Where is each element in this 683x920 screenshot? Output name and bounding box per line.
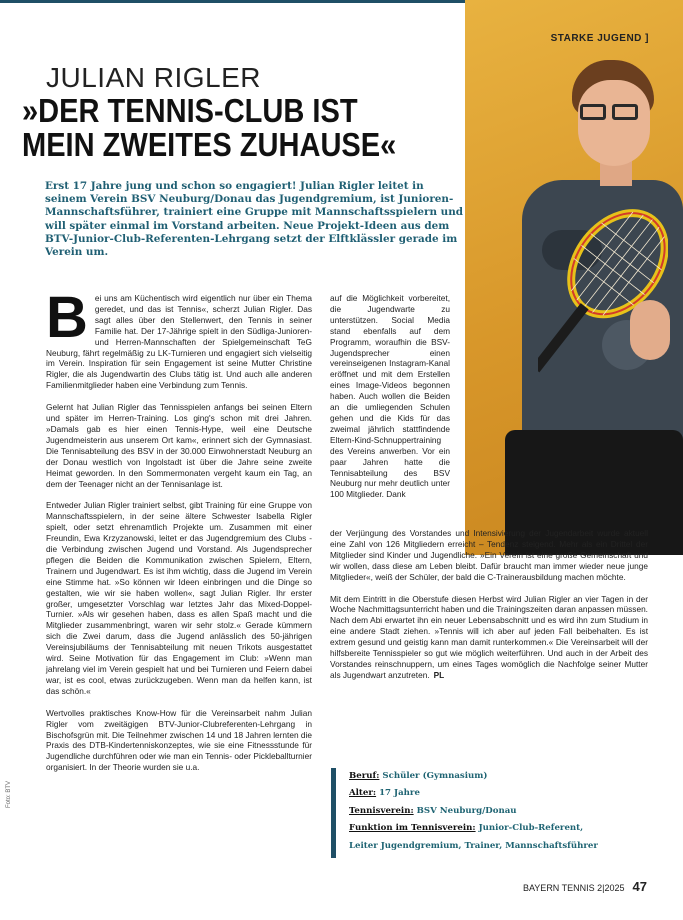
profile-box bbox=[331, 768, 649, 858]
photo-face bbox=[578, 80, 650, 166]
page-number: 47 bbox=[632, 879, 647, 894]
paragraph-text: Mit dem Eintritt in die Oberstufe diesen Herbst wird Julian Rigler an vier Tagen in der Woche Nachmittagsunterricht haben und die Trainingszeiten daran anpassen müssen. Nach dem Abi erwartet ihn ein neuer Lebensabschnitt und es wird ihn zum Studium in eine andere Stadt ziehen. »Tennis will ich aber auf jeden Fall beibehalten. Es ist extrem gesund und geistig kann man damit runterkommen.« Die Vereinsarbeit will der hilfsbereite Tennisspieler so gut wie möglich weiterführen. Und auch in der Arbeit des Vorstandes reinschnuppern, um eines Tages womöglich die Nachfolge seiner Mutter als Jugendwart anzutreten. bbox=[330, 593, 648, 680]
profile-row-funktion: Funktion im Tennisverein: Junior-Club-Referent, bbox=[349, 823, 584, 834]
profile-row-alter: Alter: 17 Jahre bbox=[349, 788, 420, 799]
body-paragraph: Gelernt hat Julian Rigler das Tennisspielen anfangs bei seinen Eltern und später im Herren-Training. Los ging's schon mit drei Jahren. »Damals gab es hier einen Tennis-Hype, weil eine Deutsche Jugendmeisterin aus unserem Ort kam«, erinnert sich der Gymnasiast. Die Tennisabteilung des BSV in der 30.000 Einwohnerstadt Neuburg an der Donau westlich von Ingolstadt ist über die Jahre seine zweite Heimat geworden. In den Sommermonaten vergeht kaum ein Tag, an dem der Teenager nicht an der Tennisanlage ist. bbox=[46, 402, 312, 489]
profile-row-funktion-cont: Leiter Jugendgremium, Trainer, Mannschaftsführer bbox=[349, 840, 598, 851]
body-paragraph: Wertvolles praktisches Know-How für die Vereinsarbeit nahm Julian Rigler vom zweitägigen BTV-Junior-Clubreferenten-Lehrgang in Bischofsgrün mit. Die Teilnehmer zwischen 14 und 18 Jahren lernten die Praxis des DTB-Kindertenniskonzeptes, wie sie eine Fitnessstunde für Jugendliche durchführen oder wie man ein Tennis- oder Pickleballturnier organisiert. In der Theorie wurden sie u.a. bbox=[46, 707, 312, 773]
section-tag: STARKE JUGEND ] bbox=[550, 33, 649, 44]
body-column-1 bbox=[46, 285, 312, 784]
photo-hand bbox=[630, 300, 670, 360]
author-initials: PL bbox=[433, 669, 445, 680]
article-lead: Erst 17 Jahre jung und schon so engagiert! Julian Rigler leitet in seinem Verein BSV Neuburg/Donau das Jugendgremium, ist Junioren-Mannschaftsführer, trainiert eine Gruppe mit Mannschaftsspielern und will später einmal im Vorstand arbeiten. Neue Projekt-Ideen aus dem BTV-Junior-Club-Referenten-Lehrgang setzt der Elftklässler gerade im Verein um. bbox=[45, 180, 464, 259]
photo-glasses bbox=[580, 104, 642, 122]
body-paragraph: der Verjüngung des Vorstandes und Intensivierung der Jugendarbeit wurde aktuell eine Zahl von 126 Mitgliedern erreicht – Tendenz steigend. Mehr als ein Drittel der Mitglieder sind Kinder und Jugendliche. »Ein Verein ist eine große Gemeinschaft und wir wollen, dass diese am Leben bleibt. Dafür braucht man immer wieder neue junge Mitglieder«, weiß der Schüler, der bald die C-Trainerausbildung machen möchte. bbox=[330, 528, 648, 582]
article-kicker: JULIAN RIGLER bbox=[46, 62, 261, 93]
article-headline: »DER TENNIS-CLUB IST MEIN ZWEITES ZUHAUSE« bbox=[22, 92, 397, 163]
body-paragraph bbox=[46, 285, 312, 391]
profile-row-verein: Tennisverein: BSV Neuburg/Donau bbox=[349, 805, 517, 816]
page-footer bbox=[523, 879, 647, 894]
drop-cap: B bbox=[46, 285, 88, 350]
paragraph-text: ei uns am Küchentisch wird eigentlich nur über ein Thema geredet, und das ist Tennis«, scherzt Julian Rigler. Das sagt alles über den Stellenwert, den Tennis in seiner Familie hat. Der 17-Jährige spielt in den Südliga-Junioren- und Herren-Mannschaften der Spielgemeinschaft TeG Neuburg, fährt regelmäßig zu LK-Turnieren und engagiert sich vielseitig im Verein. Inspiration für sein Engagement ist seine Mutter Christine Rigler, die als Jugendwartin des Clubs tätig ist. Und auch alle anderen Familienmitglieder haben eine Verbindung zum Tennis. bbox=[46, 293, 312, 391]
body-paragraph: Entweder Julian Rigler trainiert selbst, gibt Training für eine Gruppe von Mannschaftsspielern, in der seine ältere Schwester Isabella Rigler spielt, oder setzt ehrenamtlich Projekte um. Zusammen mit einer Freundin, Ewa Krzyzanowski, leitet er das Jugendgremium des Clubs - die Verbindung zwischen Jugend und Vorstand. Als Jugendsprecher pflegen die Beiden die Kommunikation zwischen Spielern, Eltern, Trainern und Jugendwart. Es ist ihm wichtig, dass die Jugend im Verein eine Stimme hat. »So können wir Ideen einbringen und die Dinge so gestalten, wie wir sie haben wollen«, sagt Julian Rigler. Ihr erster großer, umgesetzter Vorschlag war letztes Jahr das Mixed-Doppel-Turnier. »Als wir gesehen haben, dass es allen Spaß macht und die Mitglieder zusammenbringt, waren wir sehr stolz.« Gerade kümmern sich die Zwei darum, dass die Jugend anlässlich des 50-jährigen Vereinsjubiläums der Tennisabteilung mit neuen Trikots ausgestattet wird. Seine Motivation für das Engagement im Club: »Wenn man jahrelang viel im Verein gespielt hat und bei Turnieren und Feiern dabei war, ist es cool, etwas zurückzugeben. Wenn man da helfen kann, ist das schön.« bbox=[46, 500, 312, 696]
publication-name: BAYERN TENNIS 2|2025 bbox=[522, 883, 625, 893]
photo-credit: Foto: BTV bbox=[6, 780, 12, 808]
body-column-2-wide bbox=[330, 528, 648, 692]
body-column-2-narrow bbox=[330, 293, 450, 511]
body-paragraph: auf die Möglichkeit vorbereitet, die Jugendwarte zu unterstützen. Social Media stand ebenfalls auf dem Programm, woraufhin die BSV-Jugendsprecher einen vereinseigenen Instagram-Kanal eröffnet und mit dem Erstellen eines Image-Videos begonnen haben. Auch wollen die Beiden an die umliegenden Schulen gehen und die Kids für das zweimal jährlich stattfindende Eltern-Kind-Schnuppertraining des Vereins anwerben. Vor ein paar Jahren hatte die Tennisabteilung des BSV Neuburg nur mehr deutlich unter 100 Mitglieder. Dank bbox=[330, 293, 450, 500]
profile-row-beruf: Beruf: Schüler (Gymnasium) bbox=[349, 771, 488, 781]
body-paragraph bbox=[330, 594, 648, 681]
